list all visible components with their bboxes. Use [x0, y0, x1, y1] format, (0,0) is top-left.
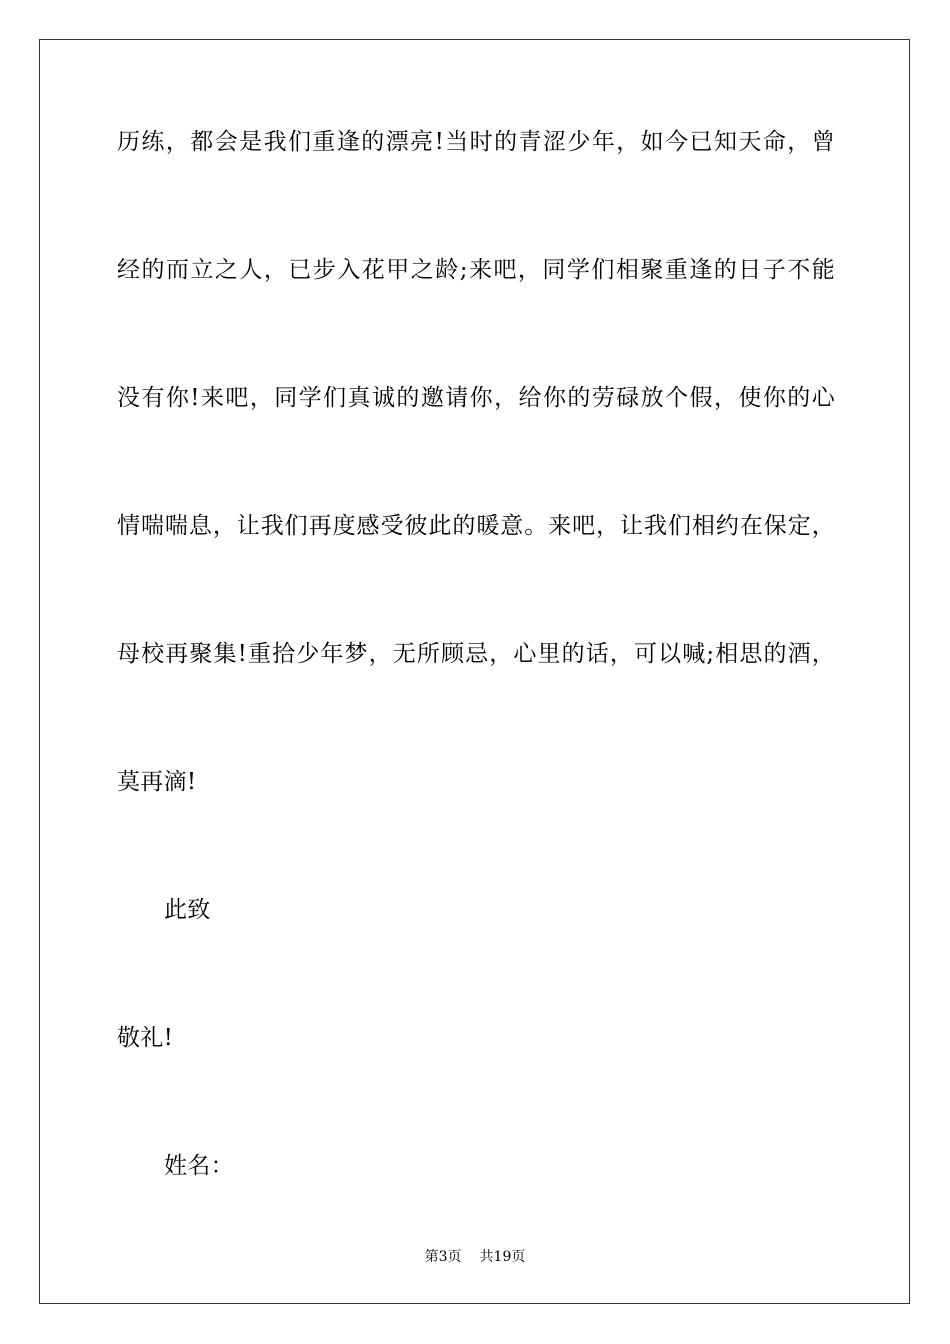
paragraph-line: 历练，都会是我们重逢的漂亮!当时的青涩少年，如今已知天命，曾 [117, 129, 835, 155]
paragraph-line: 母校再聚集!重拾少年梦，无所顾忌，心里的话，可以喊;相思的酒， [117, 641, 835, 667]
page-number: 第3页 [424, 1249, 462, 1265]
page-total: 共19页 [479, 1249, 526, 1265]
paragraph-line: 没有你!来吧，同学们真诚的邀请你，给你的劳碌放个假，使你的心 [117, 385, 835, 411]
closing-text: 此致 [164, 897, 211, 923]
paragraph-line-last: 莫再滴! [117, 769, 197, 795]
letter-body [117, 127, 835, 1279]
page-footer [0, 1248, 950, 1266]
paragraph-line: 情喘喘息，让我们再度感受彼此的暖意。来吧，让我们相约在保定， [117, 513, 835, 539]
name-label: 姓名： [164, 1153, 234, 1179]
salute-text: 敬礼! [117, 1025, 174, 1051]
paragraph-line: 经的而立之人，已步入花甲之龄;来吧，同学们相聚重逢的日子不能 [117, 257, 835, 283]
